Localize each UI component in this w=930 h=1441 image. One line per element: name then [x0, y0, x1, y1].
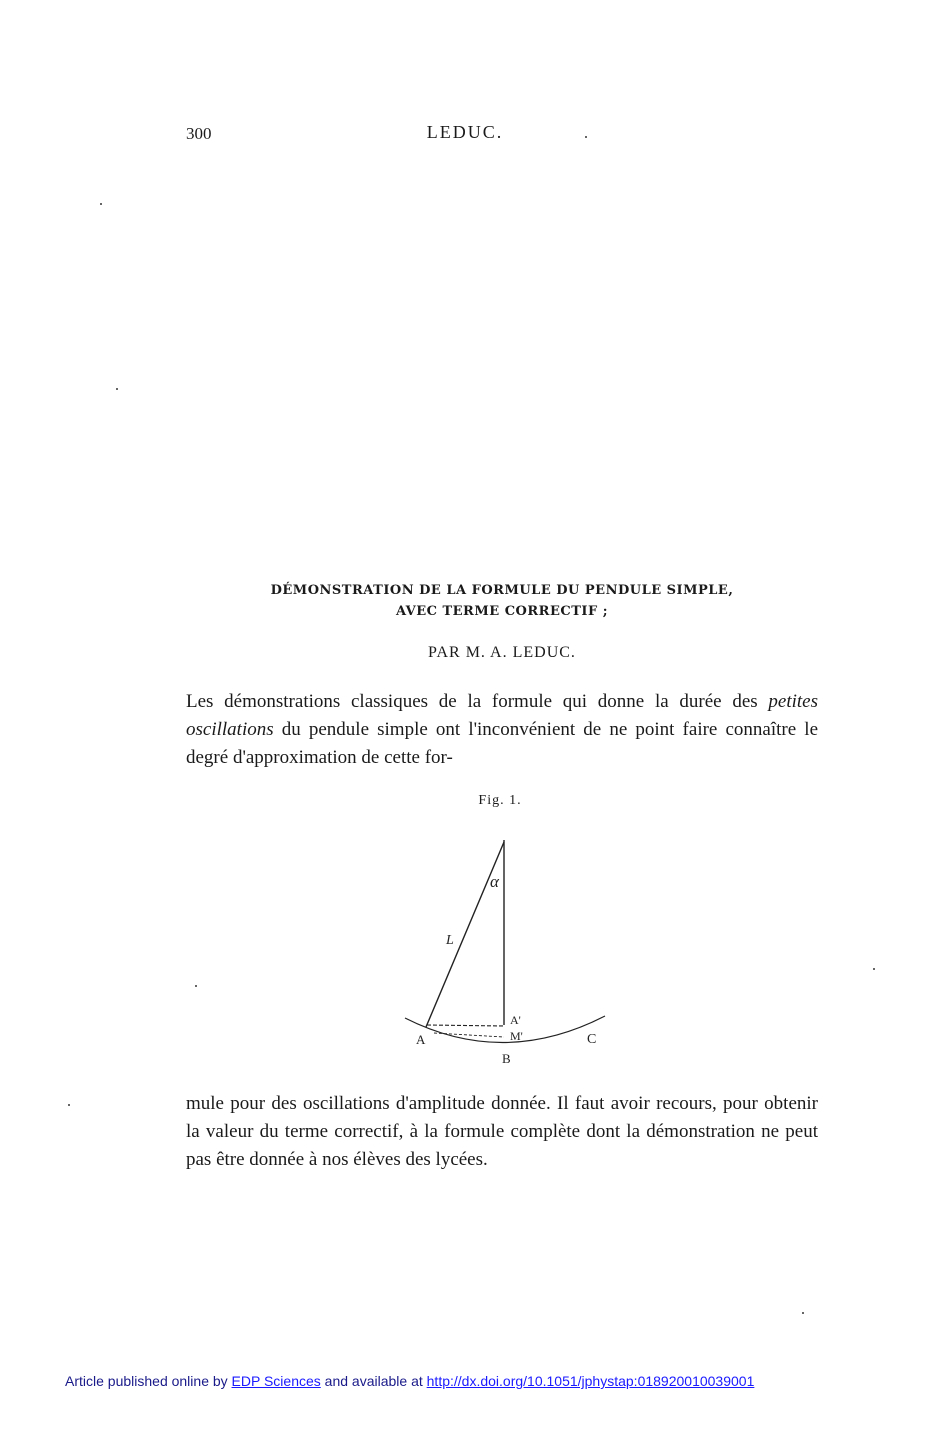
figure-caption: Fig. 1.	[478, 793, 522, 808]
scan-speck	[585, 136, 587, 138]
chord-a-mprime	[434, 1033, 504, 1037]
title-line-1: DÉMONSTRATION DE LA FORMULE DU PENDULE SIMPLE,	[270, 583, 734, 598]
scan-speck	[116, 388, 118, 390]
paragraph-1	[186, 688, 818, 772]
pendulum-string-line	[426, 842, 504, 1027]
paragraph-1-end: du pendule simple ont l'inconvénient de ne point faire connaître le degré d'approximation de cette for-	[186, 719, 818, 768]
chord-a-aprime	[427, 1025, 504, 1026]
title-line-2: AVEC TERME CORRECTIF ;	[395, 604, 609, 619]
label-a-prime: A'	[510, 1013, 521, 1027]
label-c: C	[587, 1032, 597, 1047]
label-length: L	[446, 933, 454, 948]
pendulum-figure	[380, 830, 640, 1070]
scan-speck	[100, 203, 102, 205]
running-head: LEDUC.	[426, 122, 504, 142]
article-title	[186, 580, 818, 622]
label-m-prime: M'	[510, 1029, 523, 1043]
label-a: A	[416, 1032, 426, 1047]
scan-speck	[68, 1104, 70, 1106]
arc-of-circle	[405, 1016, 605, 1043]
publisher-link[interactable]: EDP Sciences	[231, 1373, 321, 1389]
doi-link[interactable]: http://dx.doi.org/10.1051/jphystap:018920010039001	[426, 1373, 755, 1389]
paragraph-1-emphasis: petites oscillations	[186, 691, 818, 740]
publication-footer	[65, 1373, 754, 1389]
page-number: 300	[186, 124, 212, 143]
scan-speck	[873, 968, 875, 970]
footer-prefix: Article published online by	[65, 1373, 232, 1389]
scan-speck	[195, 985, 197, 987]
paragraph-2: mule pour des oscillations d'amplitude donnée. Il faut avoir recours, pour obtenir la valeur du terme correctif, à la formule complète dont la démonstration ne peut pas être donnée à nos élèves des lycées.	[186, 1093, 818, 1170]
label-b: B	[502, 1051, 511, 1066]
footer-middle: and available at	[320, 1373, 427, 1389]
scan-speck	[802, 1312, 804, 1314]
label-alpha: α	[490, 872, 499, 891]
author-line: PAR M. A. LEDUC.	[428, 644, 576, 661]
paragraph-1-start: Les démonstrations classiques de la formule qui donne la durée des	[186, 691, 769, 712]
